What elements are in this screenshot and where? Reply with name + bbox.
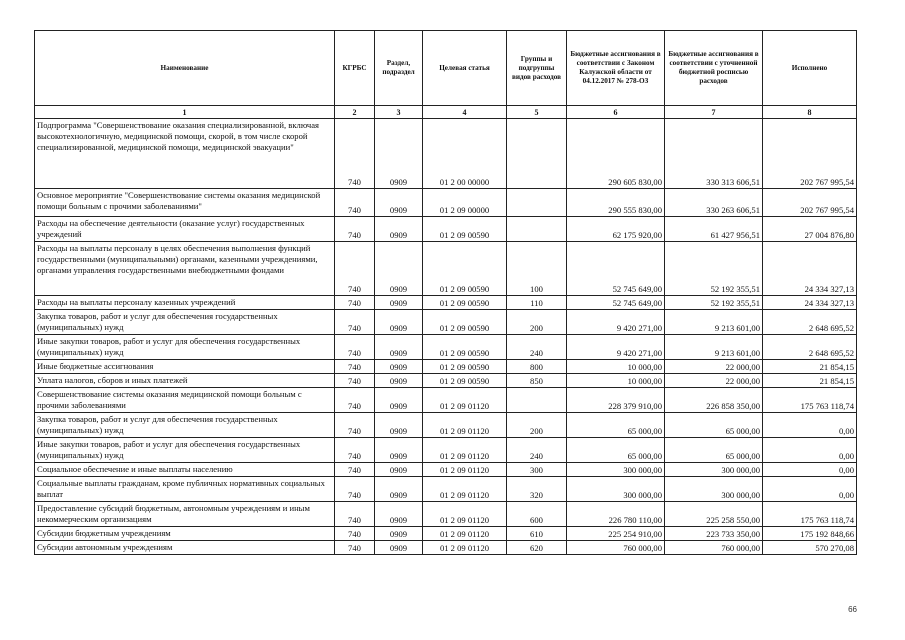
cell-target: 01 2 09 01120 xyxy=(423,541,507,555)
cell-expense-group xyxy=(507,217,567,242)
cell-name: Основное мероприятие "Совершенствование системы оказания медицинской помощи больным с прочими заболеваниями" xyxy=(35,189,335,217)
cell-revised-amount: 9 213 601,00 xyxy=(665,310,763,335)
cell-target: 01 2 09 01120 xyxy=(423,388,507,413)
cell-kgrbs: 740 xyxy=(335,527,375,541)
cell-name: Иные бюджетные ассигнования xyxy=(35,360,335,374)
cell-law-amount: 10 000,00 xyxy=(567,374,665,388)
cell-kgrbs: 740 xyxy=(335,388,375,413)
column-number: 2 xyxy=(335,106,375,119)
cell-expense-group: 850 xyxy=(507,374,567,388)
cell-kgrbs: 740 xyxy=(335,217,375,242)
header-target: Целевая статья xyxy=(423,31,507,106)
column-number: 7 xyxy=(665,106,763,119)
cell-section: 0909 xyxy=(375,438,423,463)
cell-expense-group: 620 xyxy=(507,541,567,555)
header-kgrbs: КГРБС xyxy=(335,31,375,106)
table-row xyxy=(35,463,857,477)
cell-law-amount: 9 420 271,00 xyxy=(567,335,665,360)
table-row xyxy=(35,388,857,413)
cell-section: 0909 xyxy=(375,242,423,296)
cell-revised-amount: 226 858 350,00 xyxy=(665,388,763,413)
cell-target: 01 2 09 01120 xyxy=(423,438,507,463)
cell-expense-group: 800 xyxy=(507,360,567,374)
header-groups: Группы и подгруппы видов расходов xyxy=(507,31,567,106)
cell-expense-group: 200 xyxy=(507,310,567,335)
cell-expense-group: 240 xyxy=(507,438,567,463)
table-row xyxy=(35,477,857,502)
cell-executed-amount: 0,00 xyxy=(763,463,857,477)
cell-revised-amount: 223 733 350,00 xyxy=(665,527,763,541)
cell-kgrbs: 740 xyxy=(335,296,375,310)
cell-law-amount: 52 745 649,00 xyxy=(567,296,665,310)
cell-expense-group: 600 xyxy=(507,502,567,527)
cell-executed-amount: 21 854,15 xyxy=(763,360,857,374)
cell-section: 0909 xyxy=(375,463,423,477)
cell-section: 0909 xyxy=(375,477,423,502)
cell-executed-amount: 0,00 xyxy=(763,438,857,463)
cell-law-amount: 9 420 271,00 xyxy=(567,310,665,335)
table-row xyxy=(35,527,857,541)
cell-target: 01 2 09 00590 xyxy=(423,360,507,374)
table-row xyxy=(35,189,857,217)
cell-law-amount: 225 254 910,00 xyxy=(567,527,665,541)
cell-executed-amount: 21 854,15 xyxy=(763,374,857,388)
cell-executed-amount: 0,00 xyxy=(763,413,857,438)
cell-name: Уплата налогов, сборов и иных платежей xyxy=(35,374,335,388)
cell-name: Социальные выплаты гражданам, кроме публичных нормативных социальных выплат xyxy=(35,477,335,502)
cell-law-amount: 52 745 649,00 xyxy=(567,242,665,296)
cell-law-amount: 65 000,00 xyxy=(567,438,665,463)
cell-kgrbs: 740 xyxy=(335,438,375,463)
cell-revised-amount: 330 263 606,51 xyxy=(665,189,763,217)
table-row xyxy=(35,502,857,527)
cell-law-amount: 760 000,00 xyxy=(567,541,665,555)
cell-executed-amount: 2 648 695,52 xyxy=(763,310,857,335)
cell-revised-amount: 52 192 355,51 xyxy=(665,242,763,296)
cell-revised-amount: 300 000,00 xyxy=(665,477,763,502)
cell-section: 0909 xyxy=(375,541,423,555)
cell-expense-group: 200 xyxy=(507,413,567,438)
cell-executed-amount: 175 763 118,74 xyxy=(763,388,857,413)
cell-expense-group: 240 xyxy=(507,335,567,360)
cell-name: Иные закупки товаров, работ и услуг для обеспечения государственных (муниципальных) нужд xyxy=(35,335,335,360)
cell-executed-amount: 202 767 995,54 xyxy=(763,119,857,189)
cell-executed-amount: 27 004 876,80 xyxy=(763,217,857,242)
column-number: 5 xyxy=(507,106,567,119)
cell-section: 0909 xyxy=(375,335,423,360)
cell-section: 0909 xyxy=(375,413,423,438)
column-number-row xyxy=(35,106,857,119)
cell-revised-amount: 61 427 956,51 xyxy=(665,217,763,242)
cell-revised-amount: 65 000,00 xyxy=(665,438,763,463)
cell-target: 01 2 09 00590 xyxy=(423,310,507,335)
header-law: Бюджетные ассигнования в соответствии с Законом Калужской области от 04.12.2017 № 278-ОЗ xyxy=(567,31,665,106)
header-revised: Бюджетные ассигнования в соответствии с уточненной бюджетной росписью расходов xyxy=(665,31,763,106)
cell-name: Предоставление субсидий бюджетным, автономным учреждениям и иным некоммерческим организациям xyxy=(35,502,335,527)
table-body xyxy=(35,119,857,555)
cell-executed-amount: 24 334 327,13 xyxy=(763,296,857,310)
cell-name: Субсидии бюджетным учреждениям xyxy=(35,527,335,541)
column-number: 1 xyxy=(35,106,335,119)
page-number: 66 xyxy=(848,605,857,614)
cell-target: 01 2 09 00590 xyxy=(423,242,507,296)
cell-law-amount: 300 000,00 xyxy=(567,477,665,502)
cell-target: 01 2 09 01120 xyxy=(423,527,507,541)
cell-target: 01 2 09 00590 xyxy=(423,217,507,242)
cell-section: 0909 xyxy=(375,360,423,374)
cell-expense-group: 100 xyxy=(507,242,567,296)
cell-revised-amount: 65 000,00 xyxy=(665,413,763,438)
table-row xyxy=(35,310,857,335)
cell-section: 0909 xyxy=(375,119,423,189)
cell-kgrbs: 740 xyxy=(335,541,375,555)
cell-kgrbs: 740 xyxy=(335,360,375,374)
table-row xyxy=(35,242,857,296)
cell-law-amount: 290 555 830,00 xyxy=(567,189,665,217)
cell-name: Расходы на выплаты персоналу в целях обеспечения выполнения функций государственными (муниципальными) органами, казенными учреждениями, органами управления государственными внебюджетными фондами xyxy=(35,242,335,296)
cell-name: Субсидии автономным учреждениям xyxy=(35,541,335,555)
table-row xyxy=(35,541,857,555)
cell-revised-amount: 9 213 601,00 xyxy=(665,335,763,360)
cell-expense-group: 300 xyxy=(507,463,567,477)
cell-kgrbs: 740 xyxy=(335,189,375,217)
cell-target: 01 2 09 01120 xyxy=(423,463,507,477)
column-number: 3 xyxy=(375,106,423,119)
cell-expense-group: 110 xyxy=(507,296,567,310)
header-executed: Исполнено xyxy=(763,31,857,106)
table-row xyxy=(35,119,857,189)
column-number: 4 xyxy=(423,106,507,119)
cell-kgrbs: 740 xyxy=(335,374,375,388)
cell-law-amount: 65 000,00 xyxy=(567,413,665,438)
cell-section: 0909 xyxy=(375,296,423,310)
cell-executed-amount: 570 270,08 xyxy=(763,541,857,555)
cell-kgrbs: 740 xyxy=(335,502,375,527)
cell-target: 01 2 09 01120 xyxy=(423,413,507,438)
cell-revised-amount: 22 000,00 xyxy=(665,360,763,374)
table-row xyxy=(35,296,857,310)
cell-target: 01 2 00 00000 xyxy=(423,119,507,189)
table-row xyxy=(35,374,857,388)
cell-name: Иные закупки товаров, работ и услуг для обеспечения государственных (муниципальных) нужд xyxy=(35,438,335,463)
cell-expense-group: 320 xyxy=(507,477,567,502)
cell-revised-amount: 225 258 550,00 xyxy=(665,502,763,527)
cell-executed-amount: 2 648 695,52 xyxy=(763,335,857,360)
column-number: 8 xyxy=(763,106,857,119)
cell-executed-amount: 0,00 xyxy=(763,477,857,502)
cell-kgrbs: 740 xyxy=(335,310,375,335)
cell-target: 01 2 09 01120 xyxy=(423,502,507,527)
cell-kgrbs: 740 xyxy=(335,242,375,296)
cell-law-amount: 62 175 920,00 xyxy=(567,217,665,242)
cell-kgrbs: 740 xyxy=(335,413,375,438)
cell-name: Расходы на выплаты персоналу казенных учреждений xyxy=(35,296,335,310)
cell-section: 0909 xyxy=(375,189,423,217)
cell-expense-group xyxy=(507,388,567,413)
table-row xyxy=(35,438,857,463)
cell-revised-amount: 22 000,00 xyxy=(665,374,763,388)
cell-target: 01 2 09 00590 xyxy=(423,335,507,360)
cell-target: 01 2 09 00590 xyxy=(423,296,507,310)
cell-law-amount: 300 000,00 xyxy=(567,463,665,477)
cell-kgrbs: 740 xyxy=(335,119,375,189)
cell-expense-group xyxy=(507,189,567,217)
cell-executed-amount: 24 334 327,13 xyxy=(763,242,857,296)
cell-target: 01 2 09 00590 xyxy=(423,374,507,388)
cell-section: 0909 xyxy=(375,527,423,541)
cell-section: 0909 xyxy=(375,374,423,388)
cell-name: Подпрограмма "Совершенствование оказания специализированной, включая высокотехнологичную, медицинской помощи, скорой, в том числе скорой специализированной, медицинской помощи, медицинской эвакуации" xyxy=(35,119,335,189)
table-header-row xyxy=(35,31,857,106)
cell-target: 01 2 09 01120 xyxy=(423,477,507,502)
table-row xyxy=(35,360,857,374)
table-row xyxy=(35,217,857,242)
budget-table xyxy=(34,30,857,555)
cell-kgrbs: 740 xyxy=(335,477,375,502)
header-section: Раздел, подраздел xyxy=(375,31,423,106)
cell-section: 0909 xyxy=(375,388,423,413)
cell-section: 0909 xyxy=(375,502,423,527)
cell-kgrbs: 740 xyxy=(335,463,375,477)
cell-executed-amount: 175 192 848,66 xyxy=(763,527,857,541)
cell-executed-amount: 175 763 118,74 xyxy=(763,502,857,527)
cell-law-amount: 290 605 830,00 xyxy=(567,119,665,189)
report-sheet xyxy=(34,30,856,555)
cell-revised-amount: 330 313 606,51 xyxy=(665,119,763,189)
cell-name: Совершенствование системы оказания медицинской помощи больным с прочими заболеваниями xyxy=(35,388,335,413)
cell-kgrbs: 740 xyxy=(335,335,375,360)
cell-expense-group: 610 xyxy=(507,527,567,541)
cell-revised-amount: 300 000,00 xyxy=(665,463,763,477)
cell-law-amount: 228 379 910,00 xyxy=(567,388,665,413)
table-row xyxy=(35,413,857,438)
cell-name: Закупка товаров, работ и услуг для обеспечения государственных (муниципальных) нужд xyxy=(35,310,335,335)
cell-name: Закупка товаров, работ и услуг для обеспечения государственных (муниципальных) нужд xyxy=(35,413,335,438)
cell-revised-amount: 760 000,00 xyxy=(665,541,763,555)
cell-name: Расходы на обеспечение деятельности (оказание услуг) государственных учреждений xyxy=(35,217,335,242)
cell-name: Социальное обеспечение и иные выплаты населению xyxy=(35,463,335,477)
column-number: 6 xyxy=(567,106,665,119)
cell-executed-amount: 202 767 995,54 xyxy=(763,189,857,217)
cell-target: 01 2 09 00000 xyxy=(423,189,507,217)
cell-section: 0909 xyxy=(375,217,423,242)
header-name: Наименование xyxy=(35,31,335,106)
cell-law-amount: 226 780 110,00 xyxy=(567,502,665,527)
cell-law-amount: 10 000,00 xyxy=(567,360,665,374)
table-row xyxy=(35,335,857,360)
cell-section: 0909 xyxy=(375,310,423,335)
cell-revised-amount: 52 192 355,51 xyxy=(665,296,763,310)
cell-expense-group xyxy=(507,119,567,189)
